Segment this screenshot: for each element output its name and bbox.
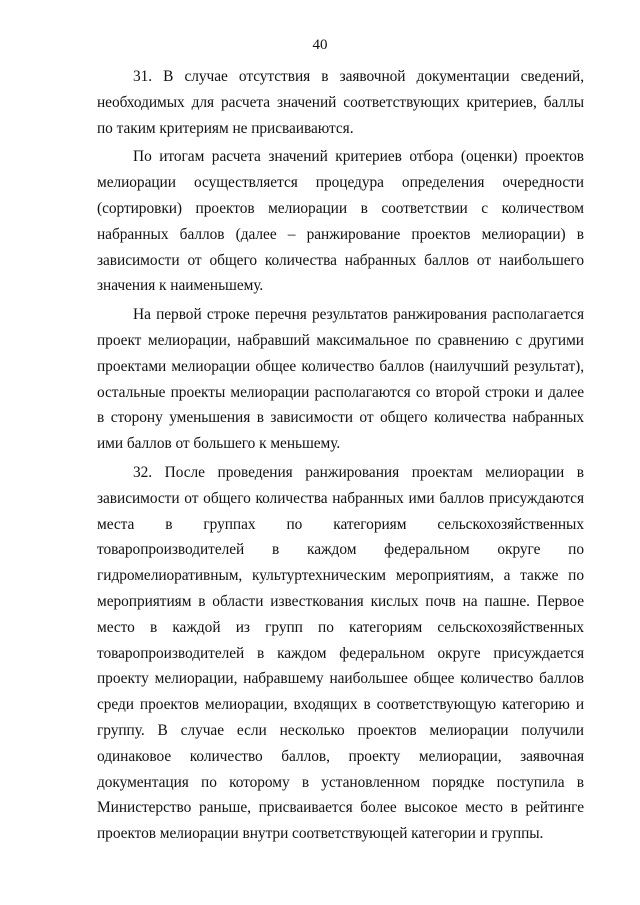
paragraph-ranking-procedure: По итогам расчета значений критериев отбора (оценки) проектов мелиорации осуществляется процедура определения очередности (сортировки) проектов мелиорации в соответствии с количеством набранных баллов (далее – ранжирование проектов мелиорации) в зависимости от общего количества набранных баллов от наибольшего значения к наименьшему. — [97, 148, 584, 295]
paragraph-first-line: На первой строке перечня результатов ранжирования располагается проект мелиорации, набравший максимальное по сравнению с другими проектами мелиорации общее количество баллов (наилучший результат), остальные проекты мелиорации располагаются со второй строки и далее в сторону уменьшения в зависимости от общего количества набранных ими баллов от большего к меньшему. — [97, 306, 584, 453]
page-number: 40 — [312, 37, 328, 53]
document-body — [97, 64, 584, 847]
paragraph-32-clause: 32. После проведения ранжирования проектам мелиорации в зависимости от общего количества набранных ими баллов присуждаются места в группах по категориям сельскохозяйственных товаропроизводителей в каждом федеральном округе по гидромелиоративным, культуртехническим мероприятиям, а также по мероприятиям в области известкования кислых почв на пашне. Первое место в каждой из групп по категориям сельскохозяйственных товаропроизводителей в каждом федеральном округе присуждается проекту мелиорации, набравшему наибольшее общее количество баллов среди проектов мелиорации, входящих в соответствующую категорию и группу. В случае если несколько проектов мелиорации получили одинаковое количество баллов, проекту мелиорации, заявочная документация по которому в установленном порядке поступила в Министерство раньше, присваивается более высокое место в рейтинге проектов мелиорации внутри соответствующей категории и группы. — [97, 463, 584, 843]
paragraph-31-clause: 31. В случае отсутствия в заявочной документации сведений, необходимых для расчета значений соответствующих критериев, баллы по таким критериям не присваиваются. — [97, 68, 584, 137]
